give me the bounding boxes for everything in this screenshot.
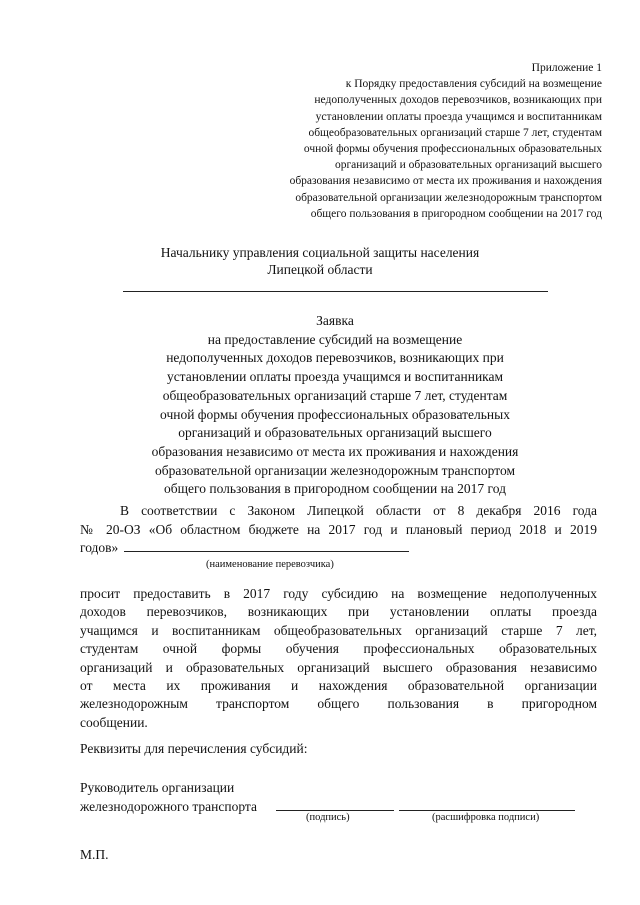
- request-line: образования независимо от места их проживания и нахождения: [151, 443, 519, 459]
- request-line: очной формы обучения профессиональных образовательных: [160, 406, 510, 422]
- request-line: на предоставление субсидий на возмещение: [207, 331, 463, 347]
- appendix-line: организаций и образовательных организаций высшего: [334, 159, 602, 172]
- request-line: установлении оплаты проезда учащимся и воспитанникам: [166, 369, 504, 385]
- intro-line-3: [80, 539, 597, 558]
- request-body-paragraph: [80, 585, 597, 732]
- body-last-line: сообщении.: [80, 714, 148, 730]
- intro-line-2: № 20-ОЗ «Об областном бюджете на 2017 год и плановый период 2018 и 2019: [80, 521, 597, 537]
- signature-hint: (подпись): [306, 812, 350, 823]
- request-title: Заявка: [316, 313, 354, 328]
- requisites-label: Реквизиты для перечисления субсидий:: [80, 741, 308, 756]
- addressee-line-2: Липецкой области: [267, 262, 373, 277]
- stamp-place-label: М.П.: [80, 847, 109, 862]
- body-line: организаций и образовательных организаций высшего образования независимо: [80, 659, 597, 675]
- body-line: студентам очной формы обучения профессиональных образовательных: [80, 641, 597, 657]
- carrier-name-hint: (наименование перевозчика): [206, 558, 334, 570]
- body-line: железнодорожным транспортом общего пользования в пригородном: [80, 696, 597, 712]
- appendix-line: очной формы обучения профессиональных образовательных: [303, 143, 602, 156]
- signature-field[interactable]: [276, 810, 394, 811]
- appendix-note: [222, 60, 602, 222]
- intro-paragraph: [80, 502, 597, 572]
- intro-years: годов»: [80, 540, 119, 555]
- signer-title-line-1: Руководитель организации: [80, 780, 235, 795]
- appendix-line: общего пользования в пригородном сообщении на 2017 год: [310, 207, 602, 220]
- addressee-line-1: Начальнику управления социальной защиты населения: [160, 245, 480, 260]
- appendix-line: установлении оплаты проезда учащимся и воспитанникам: [315, 110, 602, 123]
- body-line: учащимся и воспитанникам общеобразовательных организаций старше 7 лет,: [80, 622, 597, 638]
- carrier-name-field[interactable]: [124, 539, 409, 552]
- addressee-underline: [123, 291, 548, 292]
- request-line: организаций и образовательных организаций высшего: [178, 425, 492, 441]
- appendix-line: Приложение 1: [531, 62, 602, 74]
- request-line: образовательной организации железнодорожным транспортом: [154, 462, 516, 478]
- appendix-line: общеобразовательных организаций старше 7 лет, студентам: [308, 126, 602, 139]
- request-line: недополученных доходов перевозчиков, возникающих при: [166, 350, 504, 366]
- appendix-line: образования независимо от места их проживания и нахождения: [289, 175, 602, 188]
- body-line: просит предоставить в 2017 году субсидию на возмещение недополученных: [80, 586, 597, 601]
- signer-title-line-2: железнодорожного транспорта: [80, 799, 257, 814]
- request-heading: [0, 312, 640, 499]
- appendix-line: образовательной организации железнодорожным транспортом: [295, 191, 602, 204]
- addressee-block: [0, 244, 640, 278]
- signature-decode-field[interactable]: [399, 810, 575, 811]
- signature-block: [80, 778, 257, 816]
- body-line: от места их проживания и нахождения образовательной организации: [80, 678, 597, 694]
- request-line: общеобразовательных организаций старше 7 лет, студентам: [162, 387, 508, 403]
- intro-line-1: В соответствии с Законом Липецкой области от 8 декабря 2016 года: [120, 503, 597, 518]
- appendix-line: к Порядку предоставления субсидий на возмещение: [345, 78, 602, 91]
- body-line: доходов перевозчиков, возникающих при установлении оплаты проезда: [80, 604, 597, 620]
- request-line: общего пользования в пригородном сообщении на 2017 год: [164, 481, 506, 497]
- appendix-line: недополученных доходов перевозчиков, возникающих при: [314, 94, 602, 107]
- signature-decode-hint: (расшифровка подписи): [432, 812, 540, 823]
